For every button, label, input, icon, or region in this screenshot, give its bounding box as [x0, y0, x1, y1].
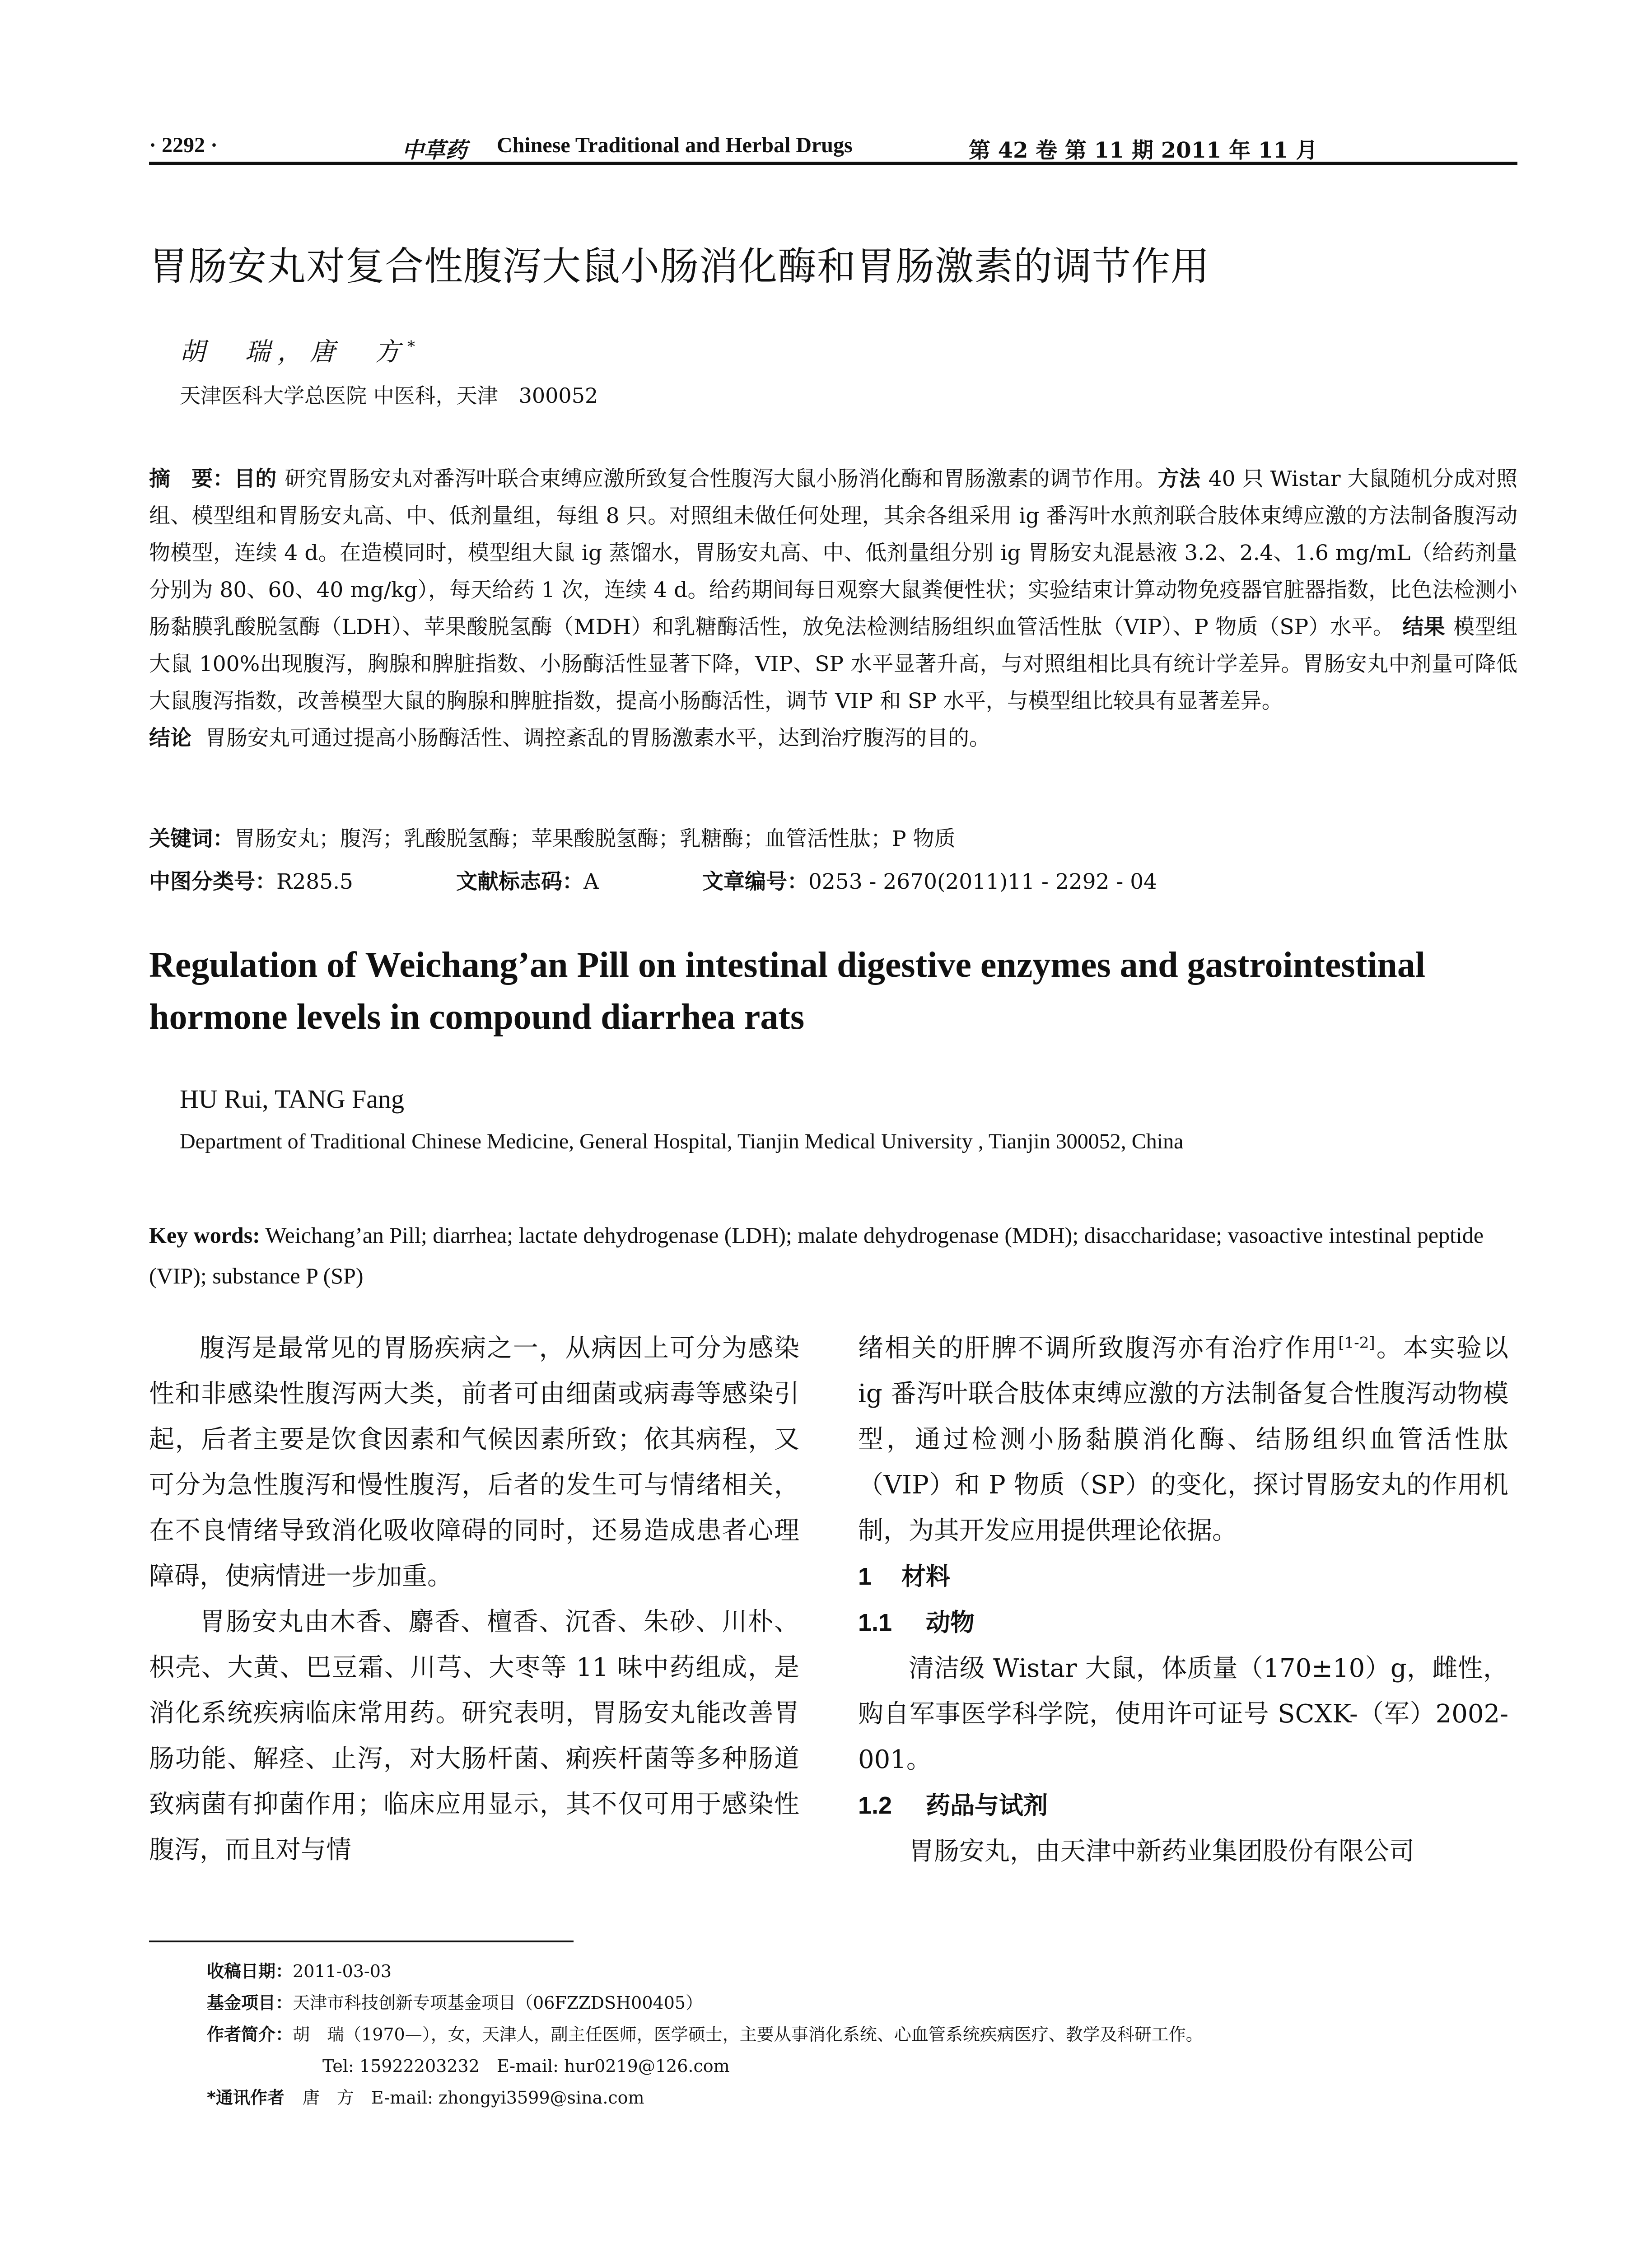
running-head: [149, 129, 1517, 165]
article-title-en: Regulation of Weichang’an Pill on intestinal digestive enzymes and gastrointestinal hormone levels in compound diarrhea rats: [149, 945, 1426, 1037]
footnote-received: [207, 1955, 1203, 1987]
article-number-value: 0253 - 2670(2011)11 - 2292 - 04: [808, 869, 1157, 894]
keywords-en-label: Key words:: [149, 1222, 260, 1248]
section-number: 1.2: [858, 1792, 892, 1819]
section-number: 1.1: [858, 1609, 892, 1636]
author-names-cn: 胡 瑞，唐 方: [180, 337, 407, 367]
footnote-corresponding: [207, 2082, 1203, 2113]
affiliation-cn: 天津医科大学总医院 中医科，天津 300052: [180, 383, 598, 408]
keywords-cn: [149, 822, 1517, 852]
body-paragraph: 胃肠安丸由木香、麝香、檀香、沉香、朱砂、川朴、枳壳、大黄、巴豆霜、川芎、大枣等 11 味中药组成，是消化系统疾病临床常用药。研究表明，胃肠安丸能改善胃肠功能、解痉、止泻，对大肠杆菌、痢疾杆菌等多种肠道致病菌有抑菌作用；临床应用显示，其不仅可用于感染性腹泻，而且对与情: [149, 1607, 799, 1865]
footnote-label: 基金项目：: [207, 1993, 293, 2013]
journal-name-cn: 中草药: [402, 138, 467, 163]
footnote-author-bio: [207, 2019, 1203, 2050]
footnote-text: 唐 方 E-mail: zhongyi3599@sina.com: [302, 2088, 644, 2108]
footnote-text: 胡 瑞（1970—），女，天津人，副主任医师，医学硕士，主要从事消化系统、心血管系统疾病医疗、教学及科研工作。: [293, 2025, 1203, 2044]
body-paragraph: 腹泻是最常见的胃肠疾病之一，从病因上可分为感染性和非感染性腹泻两大类，前者可由细菌或病毒等感染引起，后者主要是饮食因素和气候因素所致；依其病程，又可分为急性腹泻和慢性腹泻，后者的发生可与情绪相关，在不良情绪导致消化吸收障碍的同时，还易造成患者心理障碍，使病情进一步加重。: [149, 1334, 799, 1591]
section-heading-1-1: [858, 1600, 1508, 1646]
objective-text: 研究胃肠安丸对番泻叶联合束缚应激所致复合性腹泻大鼠小肠消化酶和胃肠激素的调节作用。: [285, 467, 1156, 491]
footnote-divider: [149, 1941, 574, 1942]
doc-code-value: A: [583, 869, 599, 894]
section-title: 动物: [926, 1608, 975, 1637]
methods-label: 方法: [1157, 467, 1200, 491]
corresponding-mark: *: [407, 337, 415, 356]
section-heading-1-2: [858, 1782, 1508, 1829]
journal-issue: 第 42 卷 第 11 期 2011 年 11 月: [969, 138, 1318, 163]
footnote-text: 天津市科技创新专项基金项目（06FZZDSH00405）: [293, 1993, 703, 2013]
keywords-cn-label: 关键词：: [149, 826, 234, 851]
body-text: 。本实验以 ig 番泻叶联合肢体束缚应激的方法制备复合性腹泻动物模型，通过检测小肠黏膜消化酶、结肠组织血管活性肽（VIP）和 P 物质（SP）的变化，探讨胃肠安丸的作用机制，为其开发应用提供理论依据。: [858, 1334, 1509, 1545]
citation-ref: [1-2]: [1338, 1334, 1375, 1352]
affiliation-en: Department of Traditional Chinese Medicine, General Hospital, Tianjin Medical University , Tianjin 300052, China: [180, 1129, 1184, 1153]
abstract-label: 摘 要：: [149, 467, 234, 491]
results-label: 结果: [1402, 615, 1446, 639]
keywords-en-text: Weichang’an Pill; diarrhea; lactate dehydrogenase (LDH); malate dehydrogenase (MDH); disaccharidase; vasoactive intestinal peptide (VIP); substance P (SP): [149, 1222, 1484, 1288]
body-paragraph: 清洁级 Wistar 大鼠，体质量（170±10）g，雌性，购自军事医学科学院，使用许可证号 SCXK-（军）2002-001。: [858, 1654, 1508, 1774]
footnote-fund: [207, 1987, 1203, 2019]
body-column-left: [149, 1325, 799, 1873]
body-column-right: [858, 1325, 1508, 1874]
authors-en: HU Rui, TANG Fang: [180, 1084, 404, 1114]
footnote-text: 2011-03-03: [293, 1961, 392, 1981]
authors-cn: [180, 332, 415, 368]
footnote-contact: Tel: 15922203232 E-mail: hur0219@126.com: [322, 2056, 730, 2076]
section-heading-1: [858, 1554, 1508, 1600]
article-title-cn: 胃肠安丸对复合性腹泻大鼠小肠消化酶和胃肠激素的调节作用: [149, 244, 1210, 289]
conclusion-text: 胃肠安丸可通过提高小肠酶活性、调控紊乱的胃肠激素水平，达到治疗腹泻的目的。: [205, 726, 990, 751]
clc-label: 中图分类号：: [149, 869, 276, 894]
body-paragraph: [858, 1325, 1508, 1554]
page-number: · 2292 ·: [149, 133, 218, 157]
journal-name-en: Chinese Traditional and Herbal Drugs: [497, 133, 853, 157]
article-number-label: 文章编号：: [702, 869, 808, 894]
conclusion-label: 结论: [149, 726, 191, 751]
footnote-label: *通讯作者: [207, 2088, 285, 2108]
classification-line: [149, 865, 1517, 895]
footnote-label: 收稿日期：: [207, 1961, 293, 1981]
keywords-cn-text: 胃肠安丸；腹泻；乳酸脱氢酶；苹果酸脱氢酶；乳糖酶；血管活性肽；P 物质: [234, 826, 956, 851]
objective-label: 目的: [234, 467, 277, 491]
footnotes: [207, 1955, 1203, 2113]
results-text: 模型组大鼠 100%出现腹泻，胸腺和脾脏指数、小肠酶活性显著下降，VIP、SP 水平显著升高，与对照组相比具有统计学差异。胃肠安丸中剂量可降低大鼠腹泻指数，改善模型大鼠的胸腺和脾脏指数，提高小肠酶活性，调节 VIP 和 SP 水平，与模型组比较具有显著差异。: [149, 615, 1517, 714]
keywords-en: [149, 1215, 1517, 1296]
clc-value: R285.5: [276, 869, 353, 894]
footnote-label: 作者简介：: [207, 2025, 293, 2044]
section-title: 药品与试剂: [926, 1791, 1048, 1819]
section-title: 材料: [901, 1562, 950, 1591]
doc-code-label: 文献标志码：: [456, 869, 583, 894]
abstract-cn: [149, 461, 1517, 757]
body-text: 绪相关的肝脾不调所致腹泻亦有治疗作用: [858, 1334, 1339, 1363]
section-number: 1: [858, 1563, 872, 1590]
body-paragraph: 胃肠安丸，由天津中新药业集团股份有限公司: [909, 1837, 1414, 1866]
methods-text: 40 只 Wistar 大鼠随机分成对照组、模型组和胃肠安丸高、中、低剂量组，每组 8 只。对照组未做任何处理，其余各组采用 ig 番泻叶水煎剂联合肢体束缚应激的方法制备腹泻动物模型，连续 4 d。在造模同时，模型组大鼠 ig 蒸馏水，胃肠安丸高、中、低剂量组分别 ig 胃肠安丸混悬液 3.2、2.4、1.6 mg/mL（给药剂量分别为 80、60、40 mg/kg），每天给药 1 次，连续 4 d。给药期间每日观察大鼠粪便性状；实验结束计算动物免疫器官脏器指数，比色法检测小肠黏膜乳酸脱氢酶（LDH）、苹果酸脱氢酶（MDH）和乳糖酶活性，放免法检测结肠组织血管活性肽（VIP）、P 物质（SP）水平。: [149, 467, 1518, 639]
